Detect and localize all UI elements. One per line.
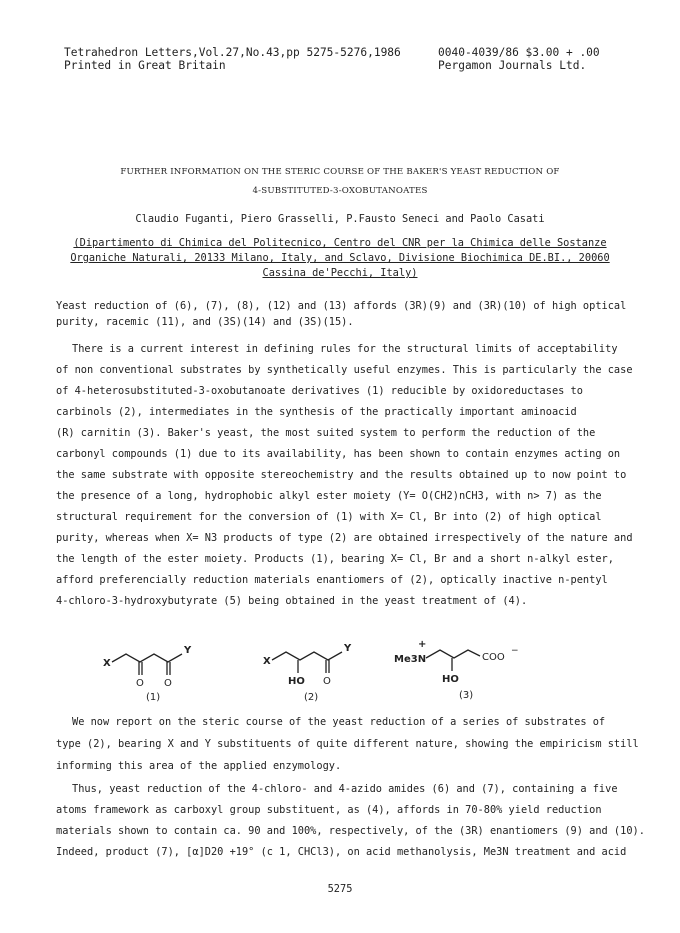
structures-drawing xyxy=(80,620,600,708)
citation-line-1: Tetrahedron Letters,Vol.27,No.43,pp 5275-5276,1986 xyxy=(64,46,401,59)
structure-3-plus-charge: + xyxy=(418,639,427,650)
structure-2-bonds xyxy=(272,652,342,673)
structure-2-y: Y xyxy=(344,643,352,654)
price-line: 0040-4039/86 $3.00 + .00 xyxy=(438,46,600,59)
body-line: afford preferencially reduction materials enantiomers of (2), optically inactive n-pentyl xyxy=(56,574,608,586)
body-line: atoms framework as carboxyl group substituent, as (4), affords in 70-80% yield reduction xyxy=(56,804,602,816)
paper-title-line-2: 4-SUBSTITUTED-3-OXOBUTANOATES xyxy=(252,186,428,196)
affiliation-line-3: Cassina de'Pecchi, Italy) xyxy=(262,267,418,279)
structure-3-minus-charge: − xyxy=(511,646,519,656)
structure-1-x: X xyxy=(103,658,111,669)
structure-1-oxygen: O xyxy=(164,678,172,689)
structure-3-carboxylate: COO xyxy=(482,652,505,663)
structure-1-oxygen: O xyxy=(136,678,144,689)
page-number: 5275 xyxy=(327,883,353,895)
abstract-line-1: Yeast reduction of (6), (7), (8), (12) and (13) affords (3R)(9) and (3R)(10) of high optical xyxy=(56,300,627,312)
abstract-line-2: purity, racemic (11), and (3S)(14) and (3S)(15). xyxy=(56,316,354,328)
affiliation-line-1: (Dipartimento di Chimica del Politecnico, Centro del CNR per la Chimica delle Sostanze xyxy=(73,237,607,249)
body-line: materials shown to contain ca. 90 and 100%, respectively, of the (3R) enantiomers (9) and (10). xyxy=(56,825,645,837)
journal-price xyxy=(438,46,600,72)
structure-2-label: (2) xyxy=(304,692,319,703)
body-line: informing this area of the applied enzymology. xyxy=(56,760,342,772)
paper-title-line-1: FURTHER INFORMATION ON THE STERIC COURSE OF THE BAKER'S YEAST REDUCTION OF xyxy=(120,167,560,177)
structure-3-hydroxyl: HO xyxy=(442,674,459,685)
body-line: carbonyl compounds (1) due to its availability, has been shown to contain enzymes acting on xyxy=(56,448,621,460)
citation-line-2: Printed in Great Britain xyxy=(64,59,226,72)
body-line: of non conventional substrates by synthetically useful enzymes. This is particularly the case xyxy=(56,364,633,376)
structure-3-label: (3) xyxy=(459,690,474,701)
body-line: We now report on the steric course of the yeast reduction of a series of substrates of xyxy=(72,716,606,728)
body-line: the length of the ester moiety. Products (1), bearing X= Cl, Br and a short n-alkyl ester, xyxy=(56,553,614,565)
structure-2-x: X xyxy=(263,656,271,667)
structure-1-y: Y xyxy=(184,645,192,656)
body-line: the presence of a long, hydrophobic alkyl ester moiety (Y= O(CH2)nCH3, with n> 7) as the xyxy=(56,490,602,502)
structure-1-bonds xyxy=(112,654,182,675)
affiliation-line-2: Organiche Naturali, 20133 Milano, Italy, and Sclavo, Divisione Biochimica DE.BI., 20060 xyxy=(70,252,610,264)
journal-citation xyxy=(64,46,401,72)
body-line: of 4-heterosubstituted-3-oxobutanoate derivatives (1) reducible by oxidoreductases to xyxy=(56,385,583,397)
author-list: Claudio Fuganti, Piero Grasselli, P.Fausto Seneci and Paolo Casati xyxy=(135,213,545,225)
structure-3-trimethylammonium: Me3N xyxy=(394,654,427,665)
chemical-structures-figure xyxy=(80,620,600,708)
body-line: 4-chloro-3-hydroxybutyrate (5) being obtained in the yeast treatment of (4). xyxy=(56,595,528,607)
body-line: purity, whereas when X= N3 products of type (2) are obtained irrespectively of the nature and xyxy=(56,532,633,544)
body-line: (R) carnitin (3). Baker's yeast, the most suited system to perform the reduction of the xyxy=(56,427,596,439)
body-line: carbinols (2), intermediates in the synthesis of the practically important aminoacid xyxy=(56,406,577,418)
publisher-line: Pergamon Journals Ltd. xyxy=(438,59,587,72)
structure-1-label: (1) xyxy=(146,692,161,703)
body-line: structural requirement for the conversion of (1) with X= Cl, Br into (2) of high optical xyxy=(56,511,602,523)
body-line: the same substrate with opposite stereochemistry and the results obtained up to now point to xyxy=(56,469,627,481)
body-line: There is a current interest in defining rules for the structural limits of acceptability xyxy=(72,343,618,355)
structure-2-hydroxyl: HO xyxy=(288,676,305,687)
body-line: type (2), bearing X and Y substituents of quite different nature, showing the empiricism still xyxy=(56,738,639,750)
body-line: Thus, yeast reduction of the 4-chloro- and 4-azido amides (6) and (7), containing a five xyxy=(72,783,618,795)
structure-3-bonds xyxy=(426,650,480,671)
structure-2-oxygen: O xyxy=(323,676,331,687)
body-line: Indeed, product (7), [α]D20 +19° (c 1, CHCl3), on acid methanolysis, Me3N treatment and acid xyxy=(56,846,627,858)
